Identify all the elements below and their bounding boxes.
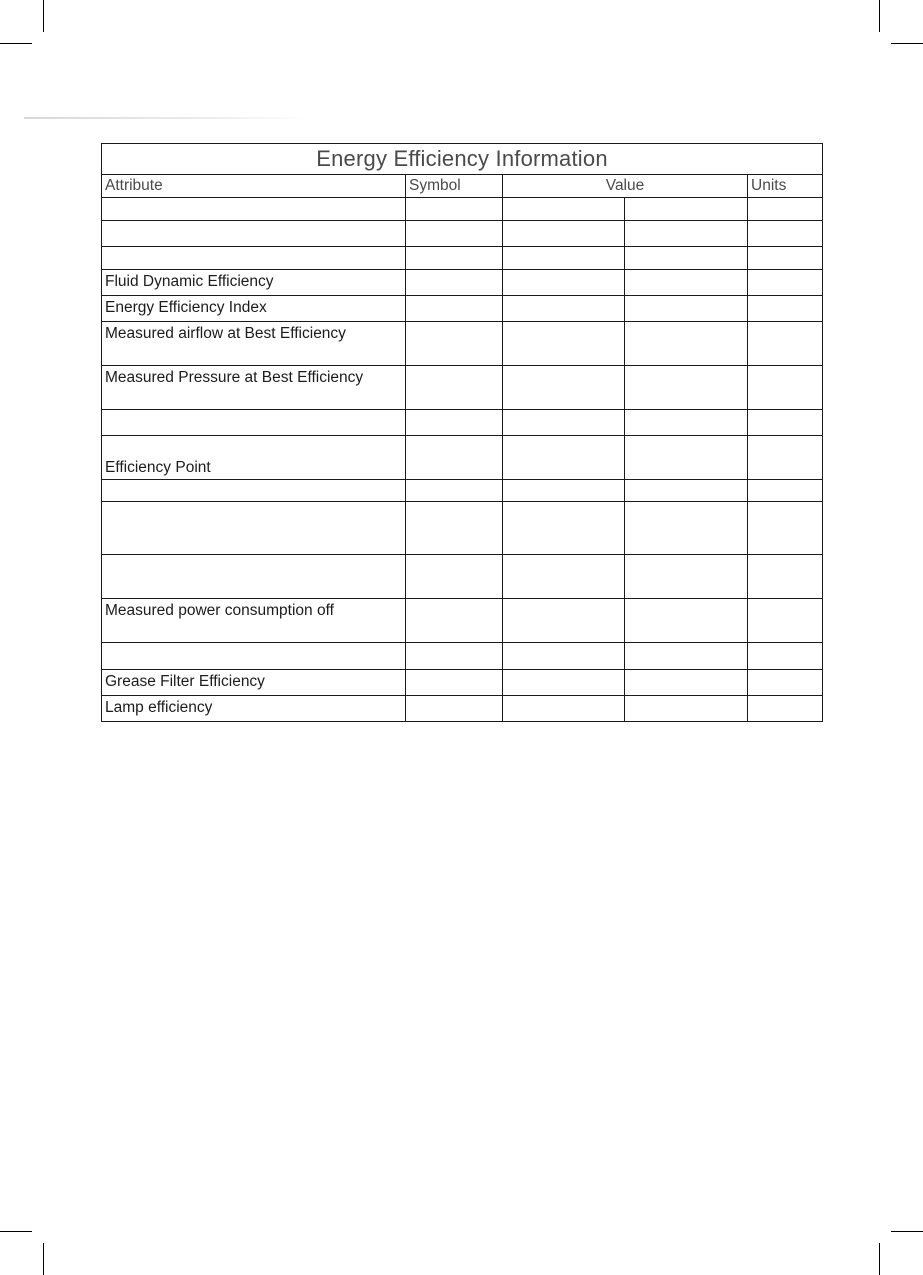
table-row (102, 296, 823, 322)
crop-mark-top-right-vertical (879, 0, 880, 32)
table-row (102, 436, 823, 480)
row-attribute: Efficiency Point (102, 436, 406, 480)
row-attribute: Measured power consumption off (102, 599, 406, 643)
row-symbol (406, 410, 503, 436)
row-units (748, 366, 823, 410)
row-attribute: Measured airflow at Best Efficiency (102, 322, 406, 366)
row-value-2 (625, 198, 748, 221)
row-units (748, 410, 823, 436)
row-value-1 (503, 366, 625, 410)
row-symbol (406, 366, 503, 410)
energy-efficiency-table (101, 143, 823, 722)
row-value-1 (503, 198, 625, 221)
table-row (102, 555, 823, 599)
table-row (102, 502, 823, 555)
row-attribute (102, 480, 406, 502)
faded-rule (24, 117, 306, 119)
row-value-2 (625, 296, 748, 322)
header-value: Value (503, 175, 748, 198)
row-value-1 (503, 670, 625, 696)
row-units (748, 247, 823, 270)
row-value-1 (503, 270, 625, 296)
row-symbol (406, 198, 503, 221)
table-row (102, 247, 823, 270)
header-symbol: Symbol (406, 175, 503, 198)
row-value-1 (503, 436, 625, 480)
row-units (748, 696, 823, 722)
header-attribute: Attribute (102, 175, 406, 198)
row-symbol (406, 322, 503, 366)
row-value-2 (625, 366, 748, 410)
table-row (102, 322, 823, 366)
table-header-row (102, 175, 823, 198)
crop-mark-bottom-left-vertical (43, 1243, 44, 1275)
row-value-1 (503, 643, 625, 670)
row-value-1 (503, 410, 625, 436)
row-attribute (102, 555, 406, 599)
row-value-1 (503, 502, 625, 555)
row-value-2 (625, 502, 748, 555)
table-row (102, 599, 823, 643)
row-value-1 (503, 480, 625, 502)
row-value-1 (503, 247, 625, 270)
row-units (748, 270, 823, 296)
row-value-2 (625, 480, 748, 502)
row-units (748, 322, 823, 366)
row-attribute (102, 502, 406, 555)
row-units (748, 599, 823, 643)
crop-mark-bottom-right-vertical (879, 1243, 880, 1275)
row-value-1 (503, 599, 625, 643)
row-value-2 (625, 643, 748, 670)
row-symbol (406, 502, 503, 555)
row-value-2 (625, 696, 748, 722)
table-row (102, 410, 823, 436)
row-units (748, 221, 823, 247)
row-units (748, 480, 823, 502)
row-value-2 (625, 221, 748, 247)
row-units (748, 555, 823, 599)
table-row (102, 221, 823, 247)
row-attribute (102, 198, 406, 221)
row-value-1 (503, 322, 625, 366)
row-symbol (406, 670, 503, 696)
row-value-1 (503, 696, 625, 722)
row-value-2 (625, 410, 748, 436)
row-units (748, 436, 823, 480)
row-symbol (406, 480, 503, 502)
row-symbol (406, 247, 503, 270)
crop-mark-top-right-horizontal (891, 43, 923, 44)
row-value-2 (625, 670, 748, 696)
row-symbol (406, 696, 503, 722)
crop-mark-bottom-right-horizontal (891, 1231, 923, 1232)
row-value-2 (625, 247, 748, 270)
row-symbol (406, 436, 503, 480)
row-value-2 (625, 270, 748, 296)
row-symbol (406, 555, 503, 599)
row-attribute (102, 643, 406, 670)
table-title: Energy Efficiency Information (102, 144, 823, 175)
row-attribute: Grease Filter Efficiency (102, 670, 406, 696)
table-row (102, 670, 823, 696)
crop-mark-top-left-horizontal (0, 43, 32, 44)
row-symbol (406, 599, 503, 643)
row-value-2 (625, 322, 748, 366)
table-row (102, 270, 823, 296)
row-value-1 (503, 296, 625, 322)
table-row (102, 366, 823, 410)
row-units (748, 198, 823, 221)
row-symbol (406, 296, 503, 322)
row-value-2 (625, 599, 748, 643)
row-attribute (102, 247, 406, 270)
table-row (102, 696, 823, 722)
row-units (748, 502, 823, 555)
row-units (748, 670, 823, 696)
row-symbol (406, 270, 503, 296)
row-units (748, 643, 823, 670)
row-value-1 (503, 555, 625, 599)
header-units: Units (748, 175, 823, 198)
crop-mark-bottom-left-horizontal (0, 1231, 32, 1232)
table-title-row (102, 144, 823, 175)
table-row (102, 198, 823, 221)
row-symbol (406, 221, 503, 247)
row-value-2 (625, 436, 748, 480)
row-symbol (406, 643, 503, 670)
row-attribute: Fluid Dynamic Efficiency (102, 270, 406, 296)
row-attribute: Energy Efficiency Index (102, 296, 406, 322)
table-row (102, 643, 823, 670)
row-value-1 (503, 221, 625, 247)
row-attribute: Lamp efficiency (102, 696, 406, 722)
crop-mark-top-left-vertical (43, 0, 44, 32)
table-row (102, 480, 823, 502)
row-attribute (102, 410, 406, 436)
row-value-2 (625, 555, 748, 599)
row-attribute: Measured Pressure at Best Efficiency (102, 366, 406, 410)
row-attribute (102, 221, 406, 247)
row-units (748, 296, 823, 322)
